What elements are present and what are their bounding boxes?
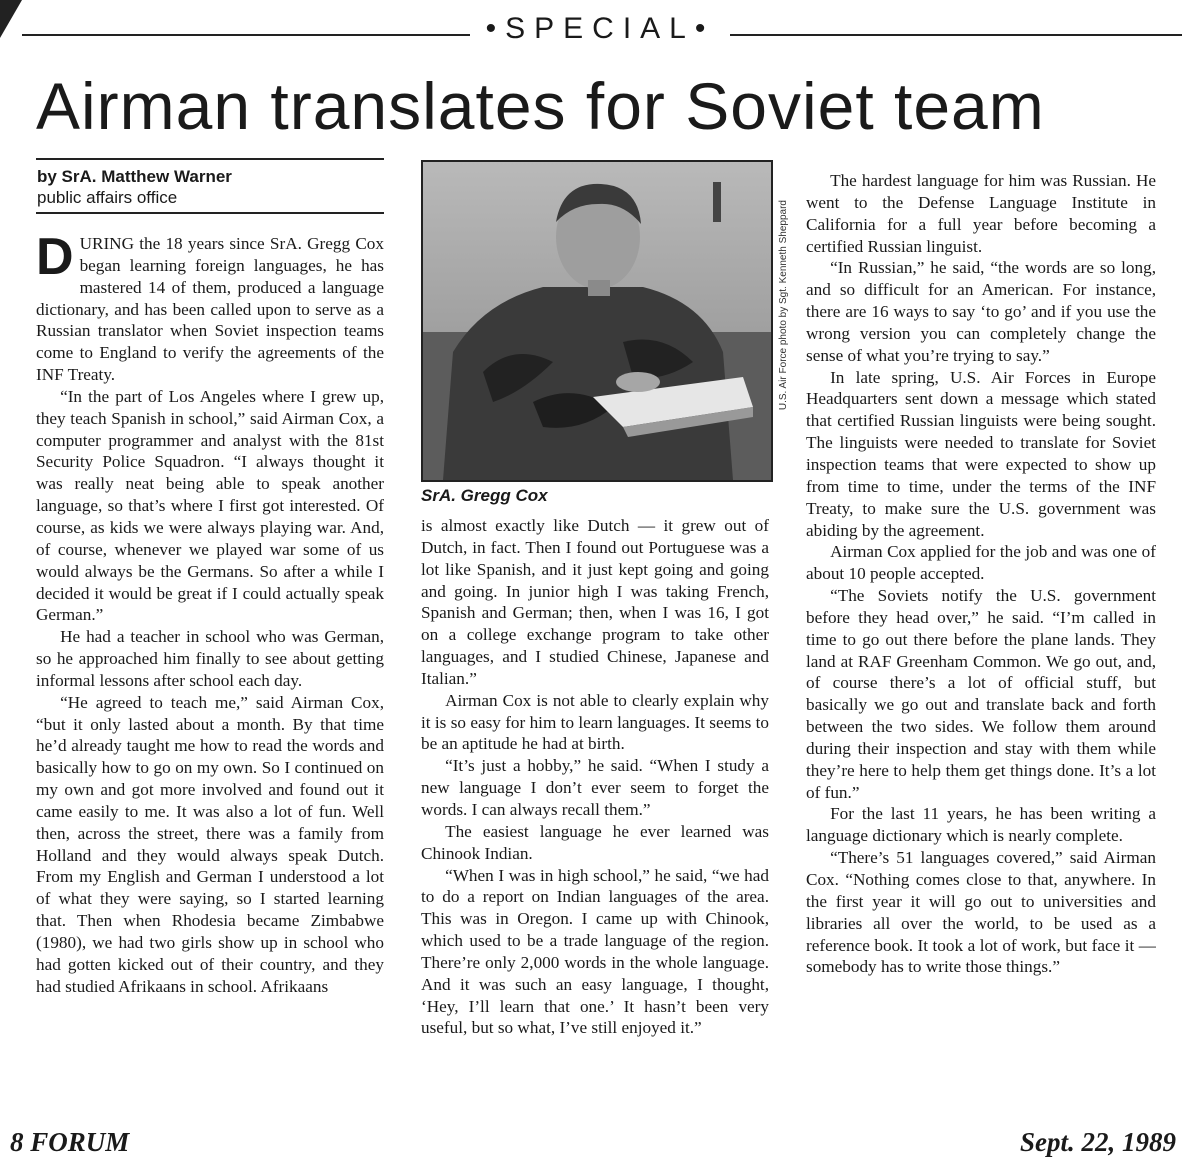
paragraph: The easiest language he ever learned was Chinook Indian. bbox=[421, 821, 769, 863]
paragraph: “It’s just a hobby,” he said. “When I study a new language I don’t ever seem to forget the words. I can always recall them.” bbox=[421, 756, 769, 819]
paragraph: Airman Cox is not able to clearly explain why it is so easy for him to learn languages. It seems to be an aptitude he had at birth. bbox=[421, 690, 769, 754]
paragraph: The hardest language for him was Russian. He went to the Defense Language Institute in California for a full year before becoming a certified Russian linguist. bbox=[806, 171, 1156, 256]
headline: Airman translates for Soviet team bbox=[36, 69, 1045, 143]
paragraph: Airman Cox applied for the job and was one of about 10 people accepted. bbox=[806, 542, 1156, 584]
paragraph: “He agreed to teach me,” said Airman Cox, “but it only lasted about a month. By that time he’d already taught me how to read the words and basically how to go on my own. So I continued on my own and got more involved and found out it came easily to me. It was also a lot of fun. Well then, across the street, there was a family from Holland and they would always speak Dutch. From my English and German I understood a lot of what they were saying, so I started learning that. Then when Rhodesia became Zimbabwe (1980), we had two girls show up in school who had gotten kicked out of their country, and they had studied Afrikaans in school. Afrikaans bbox=[36, 692, 384, 996]
kicker-rule-right bbox=[730, 34, 1182, 36]
article-photo bbox=[421, 160, 773, 482]
paragraph: In late spring, U.S. Air Forces in Europe Headquarters sent down a message which stated that certified Russian linguists were being sought. The linguists were needed to translate for Soviet inspection teams that were expected to show up from time to time, under the terms of the INF Treaty, to make sure the U.S. government was abiding by the agreement. bbox=[806, 367, 1156, 540]
byline-affiliation: public affairs office bbox=[37, 188, 178, 207]
byline bbox=[37, 166, 232, 208]
kicker-rule-left bbox=[22, 34, 470, 36]
paragraph: “The Soviets notify the U.S. government before they head over,” he said. “I’m called in time to go out there before the plane lands. They land at RAF Greenham Common. We go out, and, of course there’s a lot of official stuff, but basically we go out and translate back and forth between the two sides. We follow them around during their inspection and stay with them while they’re here to help them get things done. It’s a lot of fun.” bbox=[806, 586, 1156, 802]
byline-author: by SrA. Matthew Warner bbox=[37, 167, 232, 186]
byline-rule-bottom bbox=[36, 212, 384, 214]
article-column-3 bbox=[806, 170, 1156, 1085]
photo-image bbox=[423, 162, 771, 480]
section-kicker: •SPECIAL• bbox=[485, 12, 715, 45]
paragraph: “When I was in high school,” he said, “we had to do a report on Indian languages of the area. This was in Oregon. I came up with Chinook, which used to be a trade language of the region. There’re only 2,000 words in the whole language. And it was such an easy language, I thought, ‘Hey, I’ll learn that one.’ It hasn’t been very useful, but so what, I’ve still enjoyed it.” bbox=[421, 865, 769, 1038]
byline-rule-top bbox=[36, 158, 384, 160]
page-number-publication: 8 FORUM bbox=[10, 1127, 130, 1157]
paragraph: He had a teacher in school who was German, so he approached him finally to see about getting informal lessons after school each day. bbox=[36, 627, 384, 690]
paragraph: For the last 11 years, he has been writing a language dictionary which is nearly complete. bbox=[806, 804, 1156, 846]
drop-cap: D bbox=[36, 233, 74, 286]
article-column-1 bbox=[36, 233, 384, 1083]
paragraph: DURING the 18 years since SrA. Gregg Cox began learning foreign languages, he has mastered 14 of them, produced a language dictionary, and has been called upon to serve as a Russian translator when Soviet inspection teams come to England to verify the agreements of the INF Treaty. bbox=[36, 233, 384, 385]
photo-credit: U.S. Air Force photo by Sgt. Kenneth Sheppard bbox=[778, 200, 789, 411]
paragraph: is almost exactly like Dutch — it grew out of Dutch, in fact. Then I found out Portuguese was a lot like Spanish, and it just kept going and going and going. In junior high I was taking French, Spanish and German; then, when I was 16, I got on a college exchange program to take other languages, and I studied Chinese, Japanese and Italian.” bbox=[421, 516, 769, 688]
paragraph: “There’s 51 languages covered,” said Airman Cox. “Nothing comes close to that, anywhere. In the first year it will go out to universities and libraries all over the world, to be used as a reference book. It took a lot of work, but face it — somebody has to write those things.” bbox=[806, 848, 1156, 977]
page-corner-shadow bbox=[0, 0, 22, 38]
publication-date: Sept. 22, 1989 bbox=[1019, 1127, 1176, 1157]
paragraph: “In the part of Los Angeles where I grew up, they teach Spanish in school,” said Airman Cox, a computer programmer and analyst with the 81st Security Police Squadron. “I always thought it was really neat being able to speak another language, so that’s where I first got interested. Of course, as kids we were always playing war. And, of course, whenever we played war some of us would always be the Germans. So after a while I decided it would be great if I could actually speak German.” bbox=[36, 386, 384, 625]
article-column-2 bbox=[421, 515, 769, 1085]
photo-caption: SrA. Gregg Cox bbox=[421, 486, 548, 505]
paragraph: “In Russian,” he said, “the words are so long, and so difficult for an American. For instance, there are 16 ways to say ‘to go’ and if you use the wrong version you can completely change the sense of what you’re trying to say.” bbox=[806, 258, 1156, 365]
